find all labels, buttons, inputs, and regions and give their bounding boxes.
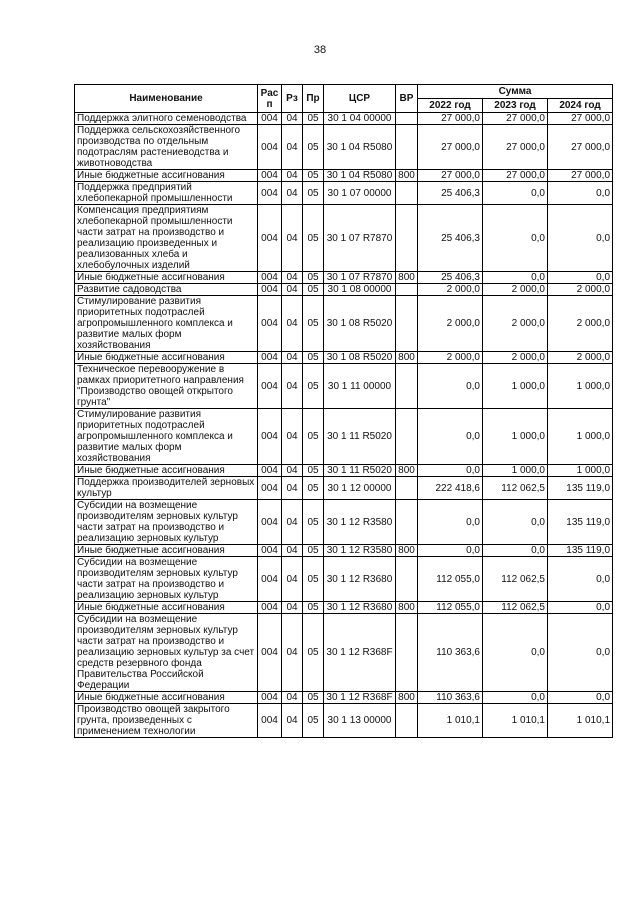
row-sum-2022: 2 000,0	[418, 284, 483, 296]
row-rasp: 004	[258, 692, 282, 704]
row-sum-2023: 112 062,5	[483, 477, 548, 500]
row-rz: 04	[282, 125, 303, 170]
row-rasp: 004	[258, 704, 282, 738]
row-csr: 30 1 07 00000	[324, 182, 396, 205]
row-rasp: 004	[258, 182, 282, 205]
row-vr	[396, 704, 418, 738]
table-row	[75, 409, 613, 465]
row-sum-2022: 0,0	[418, 500, 483, 545]
row-name: Производство овощей закрытого грунта, произведенных с применением технологии	[75, 704, 258, 738]
row-pr: 05	[303, 113, 324, 125]
table-row	[75, 602, 613, 614]
table-row	[75, 284, 613, 296]
row-name: Иные бюджетные ассигнования	[75, 170, 258, 182]
row-name: Развитие садоводства	[75, 284, 258, 296]
row-csr: 30 1 13 00000	[324, 704, 396, 738]
row-csr: 30 1 12 R368F	[324, 692, 396, 704]
row-sum-2023: 0,0	[483, 692, 548, 704]
row-sum-2022: 1 010,1	[418, 704, 483, 738]
row-rz: 04	[282, 284, 303, 296]
row-pr: 05	[303, 704, 324, 738]
row-name: Поддержка производителей зерновых культур	[75, 477, 258, 500]
row-vr	[396, 614, 418, 692]
row-pr: 05	[303, 296, 324, 352]
row-sum-2023: 0,0	[483, 614, 548, 692]
row-vr	[396, 500, 418, 545]
row-pr: 05	[303, 284, 324, 296]
row-vr: 800	[396, 170, 418, 182]
row-name: Иные бюджетные ассигнования	[75, 352, 258, 364]
row-sum-2022: 0,0	[418, 409, 483, 465]
table-body	[75, 113, 613, 738]
row-rz: 04	[282, 692, 303, 704]
row-rasp: 004	[258, 284, 282, 296]
row-csr: 30 1 11 00000	[324, 364, 396, 409]
row-rasp: 004	[258, 170, 282, 182]
row-rasp: 004	[258, 409, 282, 465]
table-row	[75, 296, 613, 352]
row-sum-2023: 0,0	[483, 500, 548, 545]
row-pr: 05	[303, 125, 324, 170]
row-rasp: 004	[258, 614, 282, 692]
row-rasp: 004	[258, 113, 282, 125]
row-rasp: 004	[258, 557, 282, 602]
row-sum-2023: 0,0	[483, 545, 548, 557]
row-sum-2023: 1 010,1	[483, 704, 548, 738]
row-vr	[396, 477, 418, 500]
header-2022: 2022 год	[418, 99, 483, 113]
row-name: Техническое перевооружение в рамках приоритетного направления "Производство овощей открытого грунта"	[75, 364, 258, 409]
table-row	[75, 364, 613, 409]
row-pr: 05	[303, 545, 324, 557]
row-rasp: 004	[258, 465, 282, 477]
row-vr: 800	[396, 465, 418, 477]
row-vr	[396, 205, 418, 272]
row-name: Поддержка элитного семеноводства	[75, 113, 258, 125]
row-rasp: 004	[258, 296, 282, 352]
table-row	[75, 113, 613, 125]
table-row	[75, 170, 613, 182]
budget-table	[74, 84, 613, 738]
header-sum: Сумма	[418, 85, 613, 99]
row-csr: 30 1 08 R5020	[324, 296, 396, 352]
row-rz: 04	[282, 465, 303, 477]
row-sum-2024: 27 000,0	[548, 125, 613, 170]
row-vr: 800	[396, 545, 418, 557]
header-rz: Рз	[282, 85, 303, 113]
row-sum-2023: 2 000,0	[483, 352, 548, 364]
row-pr: 05	[303, 477, 324, 500]
row-sum-2022: 27 000,0	[418, 113, 483, 125]
row-sum-2024: 27 000,0	[548, 170, 613, 182]
row-csr: 30 1 12 R3580	[324, 500, 396, 545]
row-vr	[396, 125, 418, 170]
row-vr	[396, 557, 418, 602]
page-number: 38	[313, 44, 327, 56]
row-pr: 05	[303, 500, 324, 545]
row-vr: 800	[396, 602, 418, 614]
row-sum-2022: 222 418,6	[418, 477, 483, 500]
row-sum-2024: 1 000,0	[548, 364, 613, 409]
row-sum-2022: 27 000,0	[418, 170, 483, 182]
row-vr: 800	[396, 352, 418, 364]
row-sum-2022: 25 406,3	[418, 205, 483, 272]
header-2024: 2024 год	[548, 99, 613, 113]
table-row	[75, 704, 613, 738]
row-sum-2022: 25 406,3	[418, 272, 483, 284]
row-pr: 05	[303, 602, 324, 614]
row-pr: 05	[303, 272, 324, 284]
row-pr: 05	[303, 557, 324, 602]
row-rz: 04	[282, 614, 303, 692]
row-pr: 05	[303, 182, 324, 205]
row-sum-2024: 2 000,0	[548, 296, 613, 352]
row-sum-2024: 0,0	[548, 602, 613, 614]
row-csr: 30 1 08 00000	[324, 284, 396, 296]
row-sum-2023: 0,0	[483, 205, 548, 272]
row-name: Иные бюджетные ассигнования	[75, 465, 258, 477]
row-sum-2022: 112 055,0	[418, 602, 483, 614]
row-rz: 04	[282, 113, 303, 125]
row-sum-2023: 2 000,0	[483, 284, 548, 296]
row-csr: 30 1 12 R3680	[324, 602, 396, 614]
table-row	[75, 692, 613, 704]
row-name: Субсидии на возмещение производителям зерновых культур части затрат на производство и реализацию зерновых культур	[75, 557, 258, 602]
row-csr: 30 1 04 R5080	[324, 170, 396, 182]
row-sum-2024: 27 000,0	[548, 113, 613, 125]
table-row	[75, 614, 613, 692]
row-sum-2022: 2 000,0	[418, 352, 483, 364]
row-pr: 05	[303, 352, 324, 364]
row-rasp: 004	[258, 352, 282, 364]
row-rasp: 004	[258, 500, 282, 545]
row-name: Поддержка сельскохозяйственного производства по отдельным подотраслям растениеводства и животноводства	[75, 125, 258, 170]
row-sum-2022: 0,0	[418, 364, 483, 409]
row-rz: 04	[282, 182, 303, 205]
table-row	[75, 465, 613, 477]
row-rasp: 004	[258, 205, 282, 272]
row-vr	[396, 284, 418, 296]
row-sum-2023: 1 000,0	[483, 409, 548, 465]
row-name: Иные бюджетные ассигнования	[75, 272, 258, 284]
row-sum-2023: 1 000,0	[483, 364, 548, 409]
header-rasp-line1: Рас	[260, 87, 279, 99]
row-sum-2024: 1 010,1	[548, 704, 613, 738]
row-name: Субсидии на возмещение производителям зерновых культур части затрат на производство и реализацию зерновых культур за счет средств резервного фонда Правительства Российской Федерации	[75, 614, 258, 692]
row-sum-2023: 112 062,5	[483, 557, 548, 602]
row-csr: 30 1 12 00000	[324, 477, 396, 500]
row-sum-2022: 112 055,0	[418, 557, 483, 602]
row-rasp: 004	[258, 602, 282, 614]
table-row	[75, 272, 613, 284]
row-sum-2024: 2 000,0	[548, 352, 613, 364]
row-sum-2023: 0,0	[483, 272, 548, 284]
row-csr: 30 1 11 R5020	[324, 409, 396, 465]
row-csr: 30 1 12 R3580	[324, 545, 396, 557]
header-vr: ВР	[396, 85, 418, 113]
row-csr: 30 1 04 R5080	[324, 125, 396, 170]
row-rasp: 004	[258, 125, 282, 170]
row-sum-2023: 0,0	[483, 182, 548, 205]
table-header	[75, 85, 613, 113]
row-rasp: 004	[258, 477, 282, 500]
row-sum-2024: 135 119,0	[548, 500, 613, 545]
row-rz: 04	[282, 602, 303, 614]
row-rz: 04	[282, 409, 303, 465]
header-rasp-line2: п	[266, 98, 273, 110]
row-csr: 30 1 11 R5020	[324, 465, 396, 477]
table-row	[75, 545, 613, 557]
row-csr: 30 1 12 R368F	[324, 614, 396, 692]
row-rasp: 004	[258, 545, 282, 557]
row-pr: 05	[303, 170, 324, 182]
row-name: Иные бюджетные ассигнования	[75, 692, 258, 704]
row-name: Иные бюджетные ассигнования	[75, 545, 258, 557]
table-row	[75, 557, 613, 602]
row-sum-2022: 0,0	[418, 465, 483, 477]
row-sum-2024: 1 000,0	[548, 409, 613, 465]
row-sum-2024: 0,0	[548, 692, 613, 704]
row-sum-2023: 27 000,0	[483, 170, 548, 182]
row-sum-2023: 112 062,5	[483, 602, 548, 614]
row-rz: 04	[282, 704, 303, 738]
row-sum-2022: 27 000,0	[418, 125, 483, 170]
table-row	[75, 477, 613, 500]
header-2023: 2023 год	[483, 99, 548, 113]
row-sum-2023: 1 000,0	[483, 465, 548, 477]
row-rz: 04	[282, 545, 303, 557]
header-name: Наименование	[75, 85, 258, 113]
row-vr	[396, 182, 418, 205]
row-sum-2024: 135 119,0	[548, 545, 613, 557]
row-sum-2023: 27 000,0	[483, 125, 548, 170]
row-rasp: 004	[258, 364, 282, 409]
header-csr: ЦСР	[324, 85, 396, 113]
table-row	[75, 125, 613, 170]
header-pr: Пр	[303, 85, 324, 113]
row-sum-2022: 110 363,6	[418, 692, 483, 704]
row-pr: 05	[303, 364, 324, 409]
row-sum-2024: 1 000,0	[548, 465, 613, 477]
row-sum-2024: 0,0	[548, 614, 613, 692]
row-sum-2022: 2 000,0	[418, 296, 483, 352]
header-rasp	[258, 85, 282, 113]
row-csr: 30 1 04 00000	[324, 113, 396, 125]
table-row	[75, 352, 613, 364]
row-name: Компенсация предприятиям хлебопекарной промышленности части затрат на производство и реализацию произведенных и реализованных хлеба и хлебобулочных изделий	[75, 205, 258, 272]
row-csr: 30 1 07 R7870	[324, 272, 396, 284]
row-rz: 04	[282, 205, 303, 272]
row-vr	[396, 409, 418, 465]
row-sum-2022: 25 406,3	[418, 182, 483, 205]
row-rz: 04	[282, 477, 303, 500]
row-sum-2023: 2 000,0	[483, 296, 548, 352]
row-name: Стимулирование развития приоритетных подотраслей агропромышленного комплекса и развитие малых форм хозяйствования	[75, 296, 258, 352]
row-sum-2024: 2 000,0	[548, 284, 613, 296]
row-sum-2022: 110 363,6	[418, 614, 483, 692]
row-pr: 05	[303, 205, 324, 272]
table-row	[75, 205, 613, 272]
row-name: Иные бюджетные ассигнования	[75, 602, 258, 614]
row-csr: 30 1 08 R5020	[324, 352, 396, 364]
row-sum-2022: 0,0	[418, 545, 483, 557]
row-name: Стимулирование развития приоритетных подотраслей агропромышленного комплекса и развитие малых форм хозяйствования	[75, 409, 258, 465]
row-sum-2024: 135 119,0	[548, 477, 613, 500]
row-pr: 05	[303, 409, 324, 465]
row-csr: 30 1 07 R7870	[324, 205, 396, 272]
row-rasp: 004	[258, 272, 282, 284]
row-rz: 04	[282, 296, 303, 352]
row-sum-2024: 0,0	[548, 182, 613, 205]
row-sum-2023: 27 000,0	[483, 113, 548, 125]
row-csr: 30 1 12 R3680	[324, 557, 396, 602]
row-rz: 04	[282, 352, 303, 364]
row-pr: 05	[303, 692, 324, 704]
row-vr: 800	[396, 692, 418, 704]
row-vr	[396, 364, 418, 409]
row-vr	[396, 296, 418, 352]
row-pr: 05	[303, 465, 324, 477]
row-rz: 04	[282, 170, 303, 182]
row-vr	[396, 113, 418, 125]
row-name: Поддержка предприятий хлебопекарной промышленности	[75, 182, 258, 205]
row-name: Субсидии на возмещение производителям зерновых культур части затрат на производство и реализацию зерновых культур	[75, 500, 258, 545]
row-sum-2024: 0,0	[548, 272, 613, 284]
row-vr: 800	[396, 272, 418, 284]
row-rz: 04	[282, 364, 303, 409]
table-row	[75, 500, 613, 545]
row-rz: 04	[282, 557, 303, 602]
row-sum-2024: 0,0	[548, 557, 613, 602]
row-rz: 04	[282, 500, 303, 545]
row-pr: 05	[303, 614, 324, 692]
table-row	[75, 182, 613, 205]
row-rz: 04	[282, 272, 303, 284]
row-sum-2024: 0,0	[548, 205, 613, 272]
